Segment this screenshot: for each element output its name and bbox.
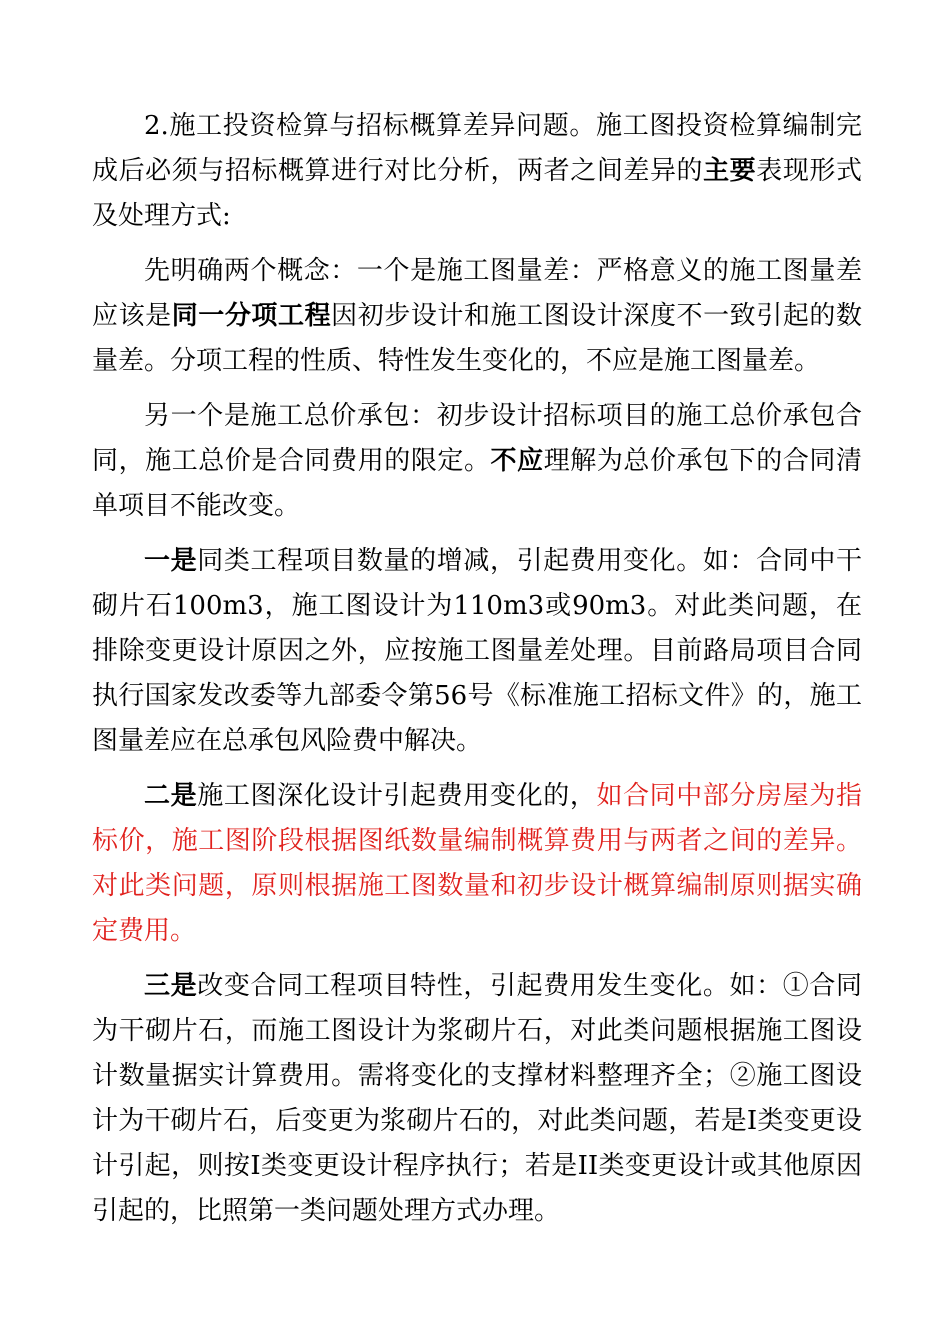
bold-emphasis: 二是 xyxy=(144,781,198,811)
paragraph-investment-check-issue xyxy=(92,104,862,239)
paragraph-text: 先明确两个概念：一个是施工图量差：严格意义的施工图量差应该是 xyxy=(92,256,862,331)
paragraph-case-three xyxy=(92,964,862,1234)
paragraph-text: 同类工程项目数量的增减，引起费用变化。如：合同中干砌片石100m3，施工图设计为110m3或90m3。对此类问题，在排除变更设计原因之外，应按施工图量差处理。目前路局项目合同执行国家发改委等九部委令第56号《标准施工招标文件》的，施工图量差应在总承包风险费中解决。 xyxy=(92,546,862,756)
bold-emphasis: 同一分项工程 xyxy=(171,301,332,331)
paragraph-case-one xyxy=(92,539,862,764)
paragraph-case-two xyxy=(92,774,862,954)
paragraph-text: 因初步设计和施工图设计深度不一致引起的数量差。分项工程的性质、特性发生变化的，不应是施工图量差。 xyxy=(92,301,862,376)
paragraph-text: 施工图深化设计引起费用变化的， xyxy=(197,781,597,811)
paragraph-text: 另一个是施工总价承包：初步设计招标项目的施工总价承包合同，施工总价是合同费用的限定。 xyxy=(92,401,862,476)
bold-emphasis: 三是 xyxy=(144,971,198,1001)
paragraph-text: 表现形式及处理方式: xyxy=(92,156,862,231)
red-highlight-text: 如合同中部分房屋为指标价，施工图阶段根据图纸数量编制概算费用与两者之间的差异。对此类问题，原则根据施工图数量和初步设计概算编制原则据实确定费用。 xyxy=(92,781,862,946)
document-page xyxy=(92,104,862,1244)
paragraph-concept-quantity-difference xyxy=(92,249,862,384)
bold-emphasis: 一是 xyxy=(144,546,198,576)
bold-emphasis: 主要 xyxy=(703,156,757,186)
paragraph-text: 2.施工投资检算与招标概算差异问题。施工图投资检算编制完成后必须与招标概算进行对比分析，两者之间差异的 xyxy=(92,111,862,186)
paragraph-text: 理解为总价承包下的合同清单项目不能改变。 xyxy=(92,446,862,521)
bold-emphasis: 不应 xyxy=(490,446,544,476)
paragraph-text: 改变合同工程项目特性，引起费用发生变化。如：①合同为干砌片石，而施工图设计为浆砌片石，对此类问题根据施工图设计数量据实计算费用。需将变化的支撑材料整理齐全；②施工图设计为干砌片石，后变更为浆砌片石的，对此类问题，若是I类变更设计引起，则按I类变更设计程序执行；若是II类变更设计或其他原因引起的，比照第一类问题处理方式办理。 xyxy=(92,971,862,1226)
paragraph-concept-lump-sum xyxy=(92,394,862,529)
